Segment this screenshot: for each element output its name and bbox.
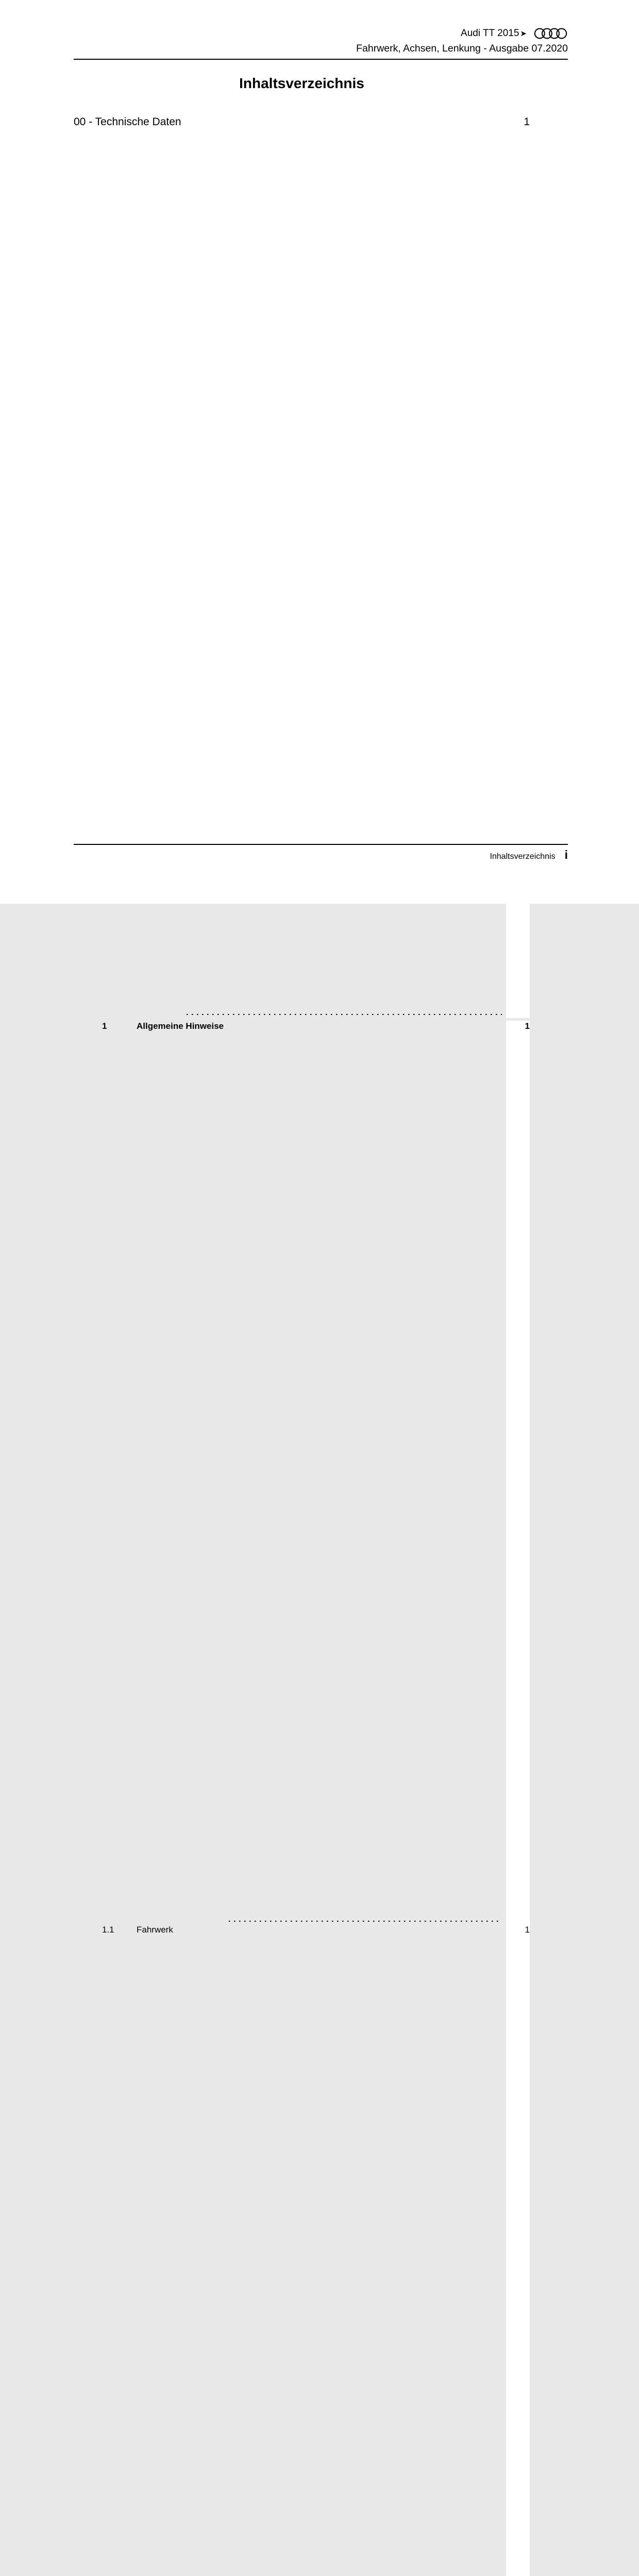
toc-entry-row — [74, 1021, 530, 1924]
entry-page-number: 1 — [506, 1021, 530, 1924]
audi-rings-icon — [534, 27, 568, 40]
entry-label: Allgemeine Hinweise — [137, 1021, 224, 1031]
toc-entry-row — [74, 1924, 530, 2576]
footer-label: Inhaltsverzeichnis — [490, 852, 556, 861]
page-footer — [74, 844, 568, 862]
header-model-line — [74, 27, 568, 40]
footer-divider — [74, 844, 568, 845]
entry-number: 1 — [102, 1021, 107, 1031]
footer-page-number: i — [564, 848, 568, 861]
header-model-text: Audi TT 2015 ➤ — [461, 28, 527, 39]
dot-leader — [229, 1921, 502, 1922]
page-header — [74, 27, 568, 60]
model-arrow-icon: ➤ — [520, 29, 527, 38]
toc-section-row — [74, 114, 530, 1018]
toc-section — [74, 114, 530, 2576]
dot-leader — [187, 1014, 502, 1015]
entry-page-number: 1 — [506, 1924, 530, 2576]
header-divider — [74, 59, 568, 60]
entry-number: 1.1 — [102, 1925, 114, 1935]
header-subtitle: Fahrwerk, Achsen, Lenkung - Ausgabe 07.2020 — [356, 43, 568, 54]
page-title: Inhaltsverzeichnis — [239, 75, 364, 91]
entry-label: Fahrwerk — [137, 1925, 173, 1935]
toc — [74, 107, 530, 2576]
section-page-number: 1 — [506, 114, 530, 1018]
section-title: 00 - Technische Daten — [74, 116, 181, 128]
